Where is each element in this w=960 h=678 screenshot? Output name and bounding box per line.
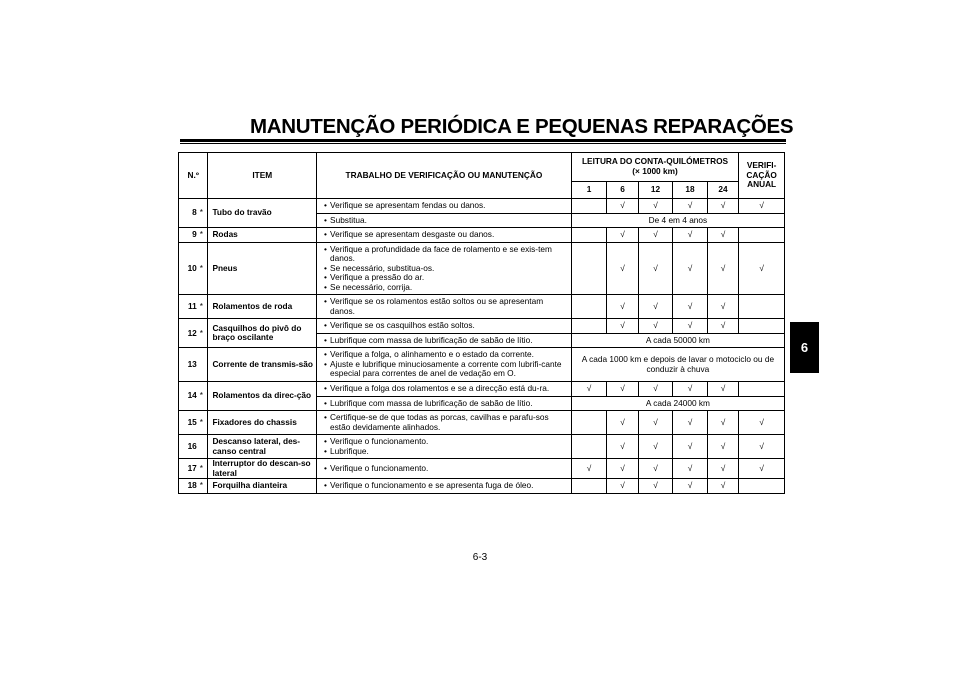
- work-description: [317, 228, 572, 243]
- check-cell: [571, 411, 607, 435]
- work-line: [321, 336, 569, 346]
- work-line-text: Ajuste e lubrifique minuciosamente a corrente com lubrifi-cante especial para correntes de anel de vedação em O.: [330, 358, 562, 379]
- table-row: [179, 348, 785, 382]
- work-line-text: Verifique o funcionamento.: [330, 462, 429, 473]
- check-cell: [739, 319, 785, 334]
- work-line-text: Verifique a profundidade da face de rolamento e se exis-tem danos.: [330, 243, 552, 264]
- item-star-marker: *: [199, 479, 208, 494]
- check-cell: √: [638, 199, 673, 214]
- check-cell: √: [739, 199, 785, 214]
- header-no: N.º: [179, 153, 208, 199]
- check-cell: [739, 381, 785, 396]
- header-km-6: 6: [607, 182, 638, 199]
- check-cell: √: [673, 199, 708, 214]
- check-cell: √: [638, 459, 673, 479]
- check-cell: √: [638, 319, 673, 334]
- check-cell: √: [638, 411, 673, 435]
- item-star-marker: *: [199, 199, 208, 228]
- check-cell: √: [607, 242, 638, 295]
- item-number: 12: [179, 319, 199, 348]
- item-star-marker: *: [199, 381, 208, 410]
- item-star-marker: *: [199, 411, 208, 435]
- work-line: [321, 230, 569, 240]
- work-line-text: Verifique a folga dos rolamentos e se a direcção está du-ra.: [330, 382, 550, 393]
- table-row: [179, 199, 785, 214]
- check-cell: √: [673, 435, 708, 459]
- check-cell: √: [739, 459, 785, 479]
- item-name: Fixadores do chassis: [208, 411, 317, 435]
- check-cell: √: [607, 479, 638, 494]
- work-line-text: Verifique se os rolamentos estão soltos ou se apresentam danos.: [330, 296, 544, 316]
- work-description: [317, 435, 572, 459]
- bullet: •: [324, 349, 327, 360]
- check-cell: √: [673, 319, 708, 334]
- table-row: [179, 295, 785, 319]
- check-cell: √: [707, 435, 738, 459]
- check-cell: √: [739, 411, 785, 435]
- bullet: •: [324, 382, 327, 393]
- page-number: 6-3: [472, 552, 488, 563]
- check-cell: √: [707, 319, 738, 334]
- table-row: [179, 242, 785, 295]
- work-description: [317, 199, 572, 214]
- check-cell: √: [638, 479, 673, 494]
- check-cell: √: [739, 242, 785, 295]
- table-row: [179, 411, 785, 435]
- check-cell: √: [607, 411, 638, 435]
- work-line: [321, 216, 569, 226]
- item-number: 13: [179, 348, 199, 382]
- item-number: 10: [179, 242, 199, 295]
- maintenance-table: [178, 152, 785, 494]
- header-km-24: 24: [707, 182, 738, 199]
- item-star-marker: [199, 435, 208, 459]
- check-cell: [571, 242, 607, 295]
- bullet: •: [324, 334, 327, 345]
- work-line: [321, 447, 569, 457]
- header-km-1: 1: [571, 182, 607, 199]
- work-description: [317, 213, 572, 228]
- work-description: [317, 411, 572, 435]
- check-cell: √: [571, 459, 607, 479]
- bullet: •: [324, 480, 327, 491]
- work-line: [321, 245, 569, 264]
- item-name: Casquilhos do pivô do braço oscilante: [208, 319, 317, 348]
- check-cell: √: [607, 381, 638, 396]
- check-cell: [571, 319, 607, 334]
- item-name: Interruptor do descan-so lateral: [208, 459, 317, 479]
- check-cell: √: [707, 381, 738, 396]
- check-cell: [739, 295, 785, 319]
- work-line-text: Verifique se os casquilhos estão soltos.: [330, 320, 475, 331]
- item-name: Rolamentos de roda: [208, 295, 317, 319]
- check-cell: [739, 228, 785, 243]
- work-line-text: Verifique o funcionamento e se apresenta fuga de óleo.: [330, 480, 534, 491]
- work-line: [321, 481, 569, 491]
- work-line: [321, 384, 569, 394]
- check-cell: √: [707, 228, 738, 243]
- work-line: [321, 321, 569, 331]
- bullet: •: [324, 412, 327, 423]
- check-cell: √: [673, 459, 708, 479]
- check-cell: √: [607, 228, 638, 243]
- check-cell: √: [739, 435, 785, 459]
- check-cell: √: [673, 411, 708, 435]
- check-cell: [739, 479, 785, 494]
- item-number: 15: [179, 411, 199, 435]
- work-description: [317, 333, 572, 348]
- check-cell: √: [673, 479, 708, 494]
- item-name: Rolamentos da direc-ção: [208, 381, 317, 410]
- work-line-text: Verifique se apresentam fendas ou danos.: [330, 200, 486, 210]
- table-row: [179, 228, 785, 243]
- item-number: 8: [179, 199, 199, 228]
- work-line: [321, 360, 569, 379]
- check-cell: √: [707, 199, 738, 214]
- header-item: ITEM: [208, 153, 317, 199]
- header-odometer-unit: (× 1000 km): [632, 166, 678, 176]
- check-cell: √: [673, 381, 708, 396]
- item-number: 9: [179, 228, 199, 243]
- page-title: MANUTENÇÃO PERIÓDICA E PEQUENAS REPARAÇÕES: [250, 115, 794, 138]
- item-star-marker: *: [199, 228, 208, 243]
- header-work: TRABALHO DE VERIFICAÇÃO OU MANUTENÇÃO: [317, 153, 572, 199]
- work-line-text: Lubrifique com massa de lubrificação de sabão de lítio.: [330, 397, 533, 408]
- item-star-marker: [199, 348, 208, 382]
- work-line-text: Se necessário, corrija.: [330, 281, 413, 292]
- item-number: 16: [179, 435, 199, 459]
- header-annual: VERIFI-CAÇÃO ANUAL: [739, 153, 785, 199]
- interval-note: A cada 50000 km: [571, 333, 784, 348]
- work-description: [317, 319, 572, 334]
- table-row: [179, 435, 785, 459]
- item-name: Pneus: [208, 242, 317, 295]
- work-description: [317, 396, 572, 411]
- item-star-marker: *: [199, 242, 208, 295]
- header-odometer: [571, 153, 738, 182]
- item-number: 18: [179, 479, 199, 494]
- bullet: •: [324, 358, 327, 369]
- work-line: [321, 201, 569, 211]
- bullet: •: [324, 200, 327, 210]
- check-cell: √: [707, 411, 738, 435]
- check-cell: √: [607, 295, 638, 319]
- item-name: Forquilha dianteira: [208, 479, 317, 494]
- work-line-text: Verifique se apresentam desgaste ou danos.: [330, 229, 495, 240]
- check-cell: √: [673, 228, 708, 243]
- bullet: •: [324, 445, 327, 456]
- check-cell: √: [607, 435, 638, 459]
- table-row: [179, 381, 785, 396]
- check-cell: √: [707, 242, 738, 295]
- header-km-12: 12: [638, 182, 673, 199]
- check-cell: √: [607, 319, 638, 334]
- item-number: 11: [179, 295, 199, 319]
- item-star-marker: *: [199, 459, 208, 479]
- check-cell: √: [571, 381, 607, 396]
- work-line: [321, 297, 569, 316]
- work-line: [321, 413, 569, 432]
- check-cell: √: [707, 295, 738, 319]
- table-row: [179, 319, 785, 334]
- bullet: •: [324, 281, 327, 292]
- table-row: [179, 479, 785, 494]
- title-rule-thin: [180, 143, 786, 144]
- item-star-marker: *: [199, 319, 208, 348]
- check-cell: [571, 199, 607, 214]
- work-line-text: Verifique o funcionamento.: [330, 436, 429, 447]
- check-cell: √: [673, 242, 708, 295]
- check-cell: [571, 435, 607, 459]
- bullet: •: [324, 436, 327, 447]
- item-name: Rodas: [208, 228, 317, 243]
- check-cell: √: [638, 295, 673, 319]
- check-cell: [571, 228, 607, 243]
- work-description: [317, 459, 572, 479]
- item-name: Descanso lateral, des-canso central: [208, 435, 317, 459]
- work-line: [321, 283, 569, 293]
- work-description: [317, 348, 572, 382]
- interval-note: A cada 24000 km: [571, 396, 784, 411]
- interval-note: De 4 em 4 anos: [571, 213, 784, 228]
- work-line-text: Certifique-se de que todas as porcas, cavilhas e parafu-sos estão devidamente alinhados.: [330, 412, 549, 432]
- title-rule-thick: [180, 139, 786, 142]
- item-name: Tubo do travão: [208, 199, 317, 228]
- check-cell: √: [638, 435, 673, 459]
- item-number: 17: [179, 459, 199, 479]
- work-line: [321, 464, 569, 474]
- check-cell: √: [607, 459, 638, 479]
- work-line-text: Verifique a pressão do ar.: [330, 272, 425, 283]
- work-line-text: Substitua.: [330, 214, 367, 225]
- bullet: •: [324, 397, 327, 408]
- work-line: [321, 399, 569, 409]
- item-star-marker: *: [199, 295, 208, 319]
- item-number: 14: [179, 381, 199, 410]
- check-cell: √: [638, 242, 673, 295]
- interval-note: A cada 1000 km e depois de lavar o motociclo ou de conduzir à chuva: [571, 348, 784, 382]
- work-line-text: Lubrifique.: [330, 445, 369, 456]
- chapter-tab[interactable]: 6: [790, 322, 819, 373]
- work-description: [317, 479, 572, 494]
- bullet: •: [324, 262, 327, 273]
- bullet: •: [324, 320, 327, 331]
- work-line-text: Lubrifique com massa de lubrificação de sabão de lítio.: [330, 334, 533, 345]
- check-cell: √: [707, 479, 738, 494]
- check-cell: √: [638, 228, 673, 243]
- check-cell: √: [607, 199, 638, 214]
- table-row: [179, 459, 785, 479]
- bullet: •: [324, 296, 327, 307]
- work-line-text: Se necessário, substitua-os.: [330, 262, 435, 273]
- check-cell: [571, 479, 607, 494]
- header-odometer-label: LEITURA DO CONTA-QUILÓMETROS: [581, 156, 729, 167]
- work-line-text: Verifique a folga, o alinhamento e o estado da corrente.: [330, 349, 534, 360]
- bullet: •: [324, 214, 327, 225]
- check-cell: √: [707, 459, 738, 479]
- check-cell: √: [673, 295, 708, 319]
- item-name: Corrente de transmis-são: [208, 348, 317, 382]
- bullet: •: [324, 272, 327, 283]
- bullet: •: [324, 243, 327, 254]
- header-km-18: 18: [673, 182, 708, 199]
- check-cell: [571, 295, 607, 319]
- work-description: [317, 242, 572, 295]
- check-cell: √: [638, 381, 673, 396]
- bullet: •: [324, 462, 327, 473]
- work-description: [317, 295, 572, 319]
- bullet: •: [324, 229, 327, 240]
- work-description: [317, 381, 572, 396]
